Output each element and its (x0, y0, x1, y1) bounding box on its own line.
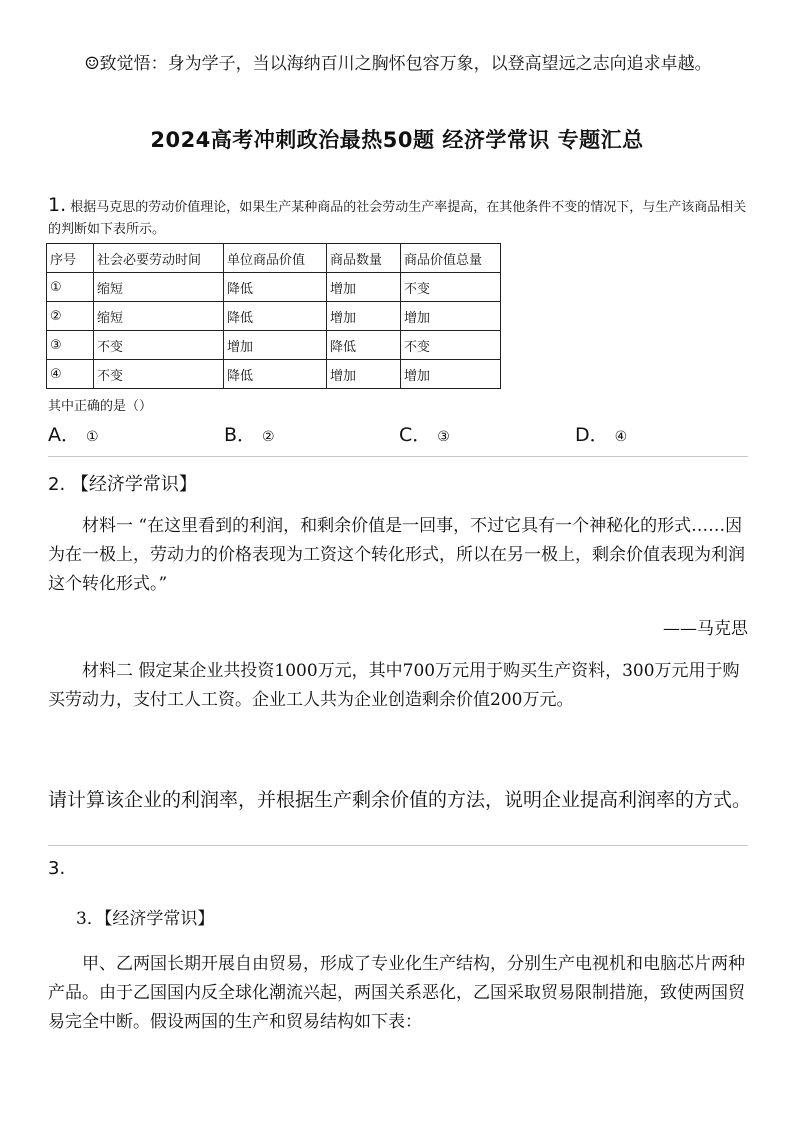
table-cell: 降低 (224, 273, 327, 302)
table-cell: 增加 (401, 302, 501, 331)
table-header-cell: 单位商品价值 (224, 244, 327, 273)
material-1: 材料一 “在这里看到的利润，和剩余价值是一回事，不过它具有一个神秘化的形式……因为在一极上，劳动力的价格表现为工资这个转化形式，所以在另一极上，剩余价值表现为利润这个转化形式。” (48, 516, 745, 594)
table-row (47, 273, 501, 302)
table-row (47, 331, 501, 360)
question-3-header: 3．【经济学常识】 (76, 909, 215, 929)
option-letter: C． (399, 424, 432, 446)
divider (48, 456, 748, 457)
option-symbol: ③ (437, 429, 450, 445)
table-cell: 不变 (401, 331, 501, 360)
option-letter: A． (48, 424, 80, 446)
table-header-cell: 社会必要劳动时间 (94, 244, 224, 273)
option-b[interactable] (224, 420, 275, 447)
option-symbol: ② (262, 429, 275, 445)
table-cell: 增加 (224, 331, 327, 360)
option-d[interactable] (575, 420, 627, 447)
table-cell: 降低 (327, 331, 401, 360)
page-title: 2024高考冲刺政治最热50题 经济学常识 专题汇总 (150, 128, 644, 152)
option-symbol: ④ (614, 429, 628, 445)
option-a[interactable] (48, 420, 99, 447)
table-cell: ② (47, 302, 94, 331)
question-3-number: 3. (48, 858, 66, 879)
table-cell: 缩短 (94, 273, 224, 302)
option-symbol: ① (86, 429, 99, 445)
table-cell: ③ (47, 331, 94, 360)
judgement-table (46, 243, 501, 389)
question-3-material: 甲、乙两国长期开展自由贸易，形成了专业化生产结构，分别生产电视机和电脑芯片两种产品。由于乙国国内反全球化潮流兴起，两国关系恶化，乙国采取贸易限制措施，致使两国贸易完全中断。假设两国的生产和贸易结构如下表： (48, 954, 745, 1032)
table-cell: 增加 (327, 273, 401, 302)
question-1-ask: 其中正确的是（） (48, 399, 153, 414)
question-1-stem (48, 194, 752, 241)
table-header-cell: 商品数量 (327, 244, 401, 273)
table-cell: 增加 (327, 360, 401, 389)
divider (48, 845, 748, 846)
option-letter: B． (224, 424, 257, 446)
table-row (47, 360, 501, 389)
table-cell: 增加 (401, 360, 501, 389)
table-cell: 不变 (94, 360, 224, 389)
table-cell: 不变 (401, 273, 501, 302)
motto: ☺致觉悟：身为学子，当以海纳百川之胸怀包容万象，以登高望远之志向追求卓越。 (84, 54, 712, 74)
table-header-cell: 序号 (47, 244, 94, 273)
table-row (47, 302, 501, 331)
table-cell: 降低 (224, 360, 327, 389)
table-header-cell: 商品价值总量 (401, 244, 501, 273)
table-cell: 增加 (327, 302, 401, 331)
question-2-requirement: 请计算该企业的利润率，并根据生产剩余价值的方法，说明企业提高利润率的方式。 (48, 789, 752, 811)
material-2: 材料二 假定某企业共投资1000万元，其中700万元用于购买生产资料，300万元用于购买劳动力，支付工人工资。企业工人共为企业创造剩余价值200万元。 (48, 661, 740, 710)
signature: ——马克思 (663, 619, 748, 639)
question-1-number: 1. (48, 194, 67, 216)
table-cell: 降低 (224, 302, 327, 331)
table-header-row (47, 244, 501, 273)
option-c[interactable] (399, 420, 450, 447)
table-cell: ④ (47, 360, 94, 389)
question-2-header: 2. 【经济学常识】 (48, 474, 197, 495)
table-cell: 不变 (94, 331, 224, 360)
option-letter: D． (575, 424, 609, 446)
table-cell: ① (47, 273, 94, 302)
question-1-text: 根据马克思的劳动价值理论，如果生产某种商品的社会劳动生产率提高，在其他条件不变的情况下，与生产该商品相关的判断如下表所示。 (48, 200, 747, 237)
table-cell: 缩短 (94, 302, 224, 331)
